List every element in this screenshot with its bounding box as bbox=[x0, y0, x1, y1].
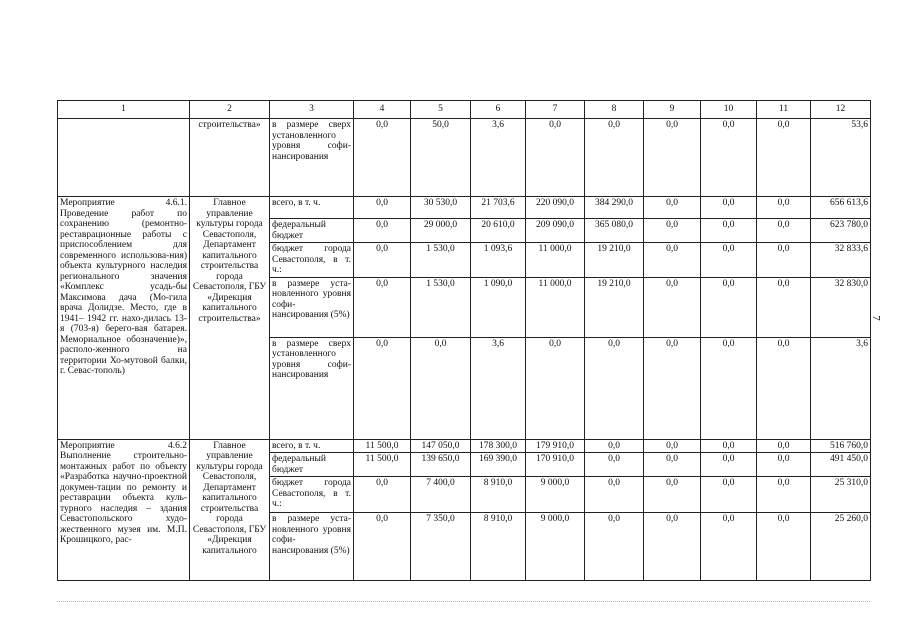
year-value: 0,0 bbox=[757, 513, 811, 581]
column-number: 12 bbox=[811, 101, 871, 119]
funding-source: всего, в т. ч. bbox=[270, 197, 354, 219]
year-value: 0,0 bbox=[701, 277, 757, 337]
year-value: 1 530,0 bbox=[411, 277, 471, 337]
column-number: 5 bbox=[411, 101, 471, 119]
total-value: 32 833,6 bbox=[811, 243, 871, 278]
year-value: 0,0 bbox=[757, 197, 811, 219]
year-value: 0,0 bbox=[644, 513, 701, 581]
year-value: 11 500,0 bbox=[354, 453, 411, 477]
responsible-executor: строительства» bbox=[190, 119, 270, 197]
year-value: 0,0 bbox=[644, 277, 701, 337]
year-value: 0,0 bbox=[701, 477, 757, 513]
funding-source: бюджет города Севастополя, в т. ч.: bbox=[270, 477, 354, 513]
funding-source: федеральный бюджет bbox=[270, 219, 354, 243]
year-value: 384 290,0 bbox=[585, 197, 644, 219]
page-number: 7 bbox=[869, 315, 882, 321]
column-number: 1 bbox=[58, 101, 190, 119]
year-value: 8 910,0 bbox=[471, 477, 526, 513]
year-value: 220 090,0 bbox=[526, 197, 585, 219]
year-value: 0,0 bbox=[644, 477, 701, 513]
year-value: 0,0 bbox=[701, 453, 757, 477]
year-value: 0,0 bbox=[701, 439, 757, 453]
year-value: 0,0 bbox=[757, 243, 811, 278]
year-value: 1 530,0 bbox=[411, 243, 471, 278]
year-value: 0,0 bbox=[644, 439, 701, 453]
year-value: 0,0 bbox=[701, 243, 757, 278]
column-number: 11 bbox=[757, 101, 811, 119]
page-cut-line bbox=[57, 601, 870, 602]
column-number: 8 bbox=[585, 101, 644, 119]
year-value: 0,0 bbox=[757, 337, 811, 439]
year-value: 0,0 bbox=[526, 119, 585, 197]
year-value: 0,0 bbox=[757, 453, 811, 477]
year-value: 0,0 bbox=[644, 337, 701, 439]
year-value: 30 530,0 bbox=[411, 197, 471, 219]
year-value: 0,0 bbox=[585, 453, 644, 477]
total-value: 32 830,0 bbox=[811, 277, 871, 337]
header-row bbox=[58, 101, 871, 119]
total-value: 491 450,0 bbox=[811, 453, 871, 477]
funding-source: федеральный бюджет bbox=[270, 453, 354, 477]
total-value: 25 310,0 bbox=[811, 477, 871, 513]
year-value: 11 000,0 bbox=[526, 277, 585, 337]
activity-description bbox=[58, 119, 190, 197]
year-value: 0,0 bbox=[354, 243, 411, 278]
funding-source: бюджет города Севастополя, в т. ч.: bbox=[270, 243, 354, 278]
funding-source: в размере уста-новленного уровня софи-нансирования (5%) bbox=[270, 513, 354, 581]
year-value: 139 650,0 bbox=[411, 453, 471, 477]
column-number: 10 bbox=[701, 101, 757, 119]
column-number: 4 bbox=[354, 101, 411, 119]
year-value: 0,0 bbox=[701, 219, 757, 243]
total-value: 656 613,6 bbox=[811, 197, 871, 219]
column-number: 3 bbox=[270, 101, 354, 119]
total-value: 623 780,0 bbox=[811, 219, 871, 243]
year-value: 0,0 bbox=[354, 337, 411, 439]
year-value: 19 210,0 bbox=[585, 243, 644, 278]
year-value: 0,0 bbox=[757, 439, 811, 453]
table-row bbox=[58, 197, 871, 219]
activity-description: Мероприятие 4.6.2 Выполнение строительно-монтажных работ по объекту «Разработка научно-проектной докумен-тации по ремонту и реставрации объекта куль-турного наследия – здания Севастопольского худо-жественного музея им. М.П. Крошицкого, рас- bbox=[58, 439, 190, 581]
year-value: 0,0 bbox=[701, 119, 757, 197]
year-value: 3,6 bbox=[471, 337, 526, 439]
year-value: 7 350,0 bbox=[411, 513, 471, 581]
year-value: 9 000,0 bbox=[526, 477, 585, 513]
year-value: 0,0 bbox=[354, 197, 411, 219]
responsible-executor: Главное управление культуры города Севастополя, Департамент капитального строительства города Севастополя, ГБУ «Дирекция капитального строительства» bbox=[190, 197, 270, 440]
year-value: 0,0 bbox=[585, 337, 644, 439]
activity-description: Мероприятие 4.6.1. Проведение работ по сохранению (ремонтно-реставрационные работы с приспособлением для современного использова-ния) объекта культурного наследия регионального значения «Комплекс усадь-бы Максимова дача (Мо-гила врача Долидзе. Место, где в 1941– 1942 гг. нахо-дилась 13-я (703-я) берего-вая батарея. Мемориальное обозначение)», располо-женного на территории Хо-мутовой балки, г. Севас-тополь) bbox=[58, 197, 190, 440]
column-number: 9 bbox=[644, 101, 701, 119]
funding-source: в размере уста-новленного уровня софи-нансирования (5%) bbox=[270, 277, 354, 337]
year-value: 0,0 bbox=[757, 119, 811, 197]
funding-source: в размере сверх установленного уровня софи-нансирования bbox=[270, 337, 354, 439]
year-value: 50,0 bbox=[411, 119, 471, 197]
year-value: 29 000,0 bbox=[411, 219, 471, 243]
year-value: 0,0 bbox=[644, 219, 701, 243]
year-value: 209 090,0 bbox=[526, 219, 585, 243]
year-value: 20 610,0 bbox=[471, 219, 526, 243]
year-value: 19 210,0 bbox=[585, 277, 644, 337]
year-value: 1 090,0 bbox=[471, 277, 526, 337]
year-value: 365 080,0 bbox=[585, 219, 644, 243]
year-value: 0,0 bbox=[644, 197, 701, 219]
year-value: 170 910,0 bbox=[526, 453, 585, 477]
table-row bbox=[58, 119, 871, 197]
year-value: 178 300,0 bbox=[471, 439, 526, 453]
year-value: 0,0 bbox=[644, 119, 701, 197]
year-value: 0,0 bbox=[701, 337, 757, 439]
year-value: 9 000,0 bbox=[526, 513, 585, 581]
year-value: 11 000,0 bbox=[526, 243, 585, 278]
year-value: 0,0 bbox=[644, 243, 701, 278]
year-value: 147 050,0 bbox=[411, 439, 471, 453]
funding-source: в размере сверх установленного уровня софи-нансирования bbox=[270, 119, 354, 197]
column-number: 2 bbox=[190, 101, 270, 119]
funding-source: всего, в т. ч. bbox=[270, 439, 354, 453]
year-value: 0,0 bbox=[354, 219, 411, 243]
column-number: 6 bbox=[471, 101, 526, 119]
table-row bbox=[58, 439, 871, 453]
year-value: 179 910,0 bbox=[526, 439, 585, 453]
year-value: 21 703,6 bbox=[471, 197, 526, 219]
year-value: 0,0 bbox=[585, 477, 644, 513]
year-value: 11 500,0 bbox=[354, 439, 411, 453]
year-value: 1 093,6 bbox=[471, 243, 526, 278]
year-value: 0,0 bbox=[354, 477, 411, 513]
year-value: 0,0 bbox=[354, 119, 411, 197]
year-value: 0,0 bbox=[354, 513, 411, 581]
year-value: 169 390,0 bbox=[471, 453, 526, 477]
year-value: 3,6 bbox=[471, 119, 526, 197]
year-value: 0,0 bbox=[757, 219, 811, 243]
year-value: 8 910,0 bbox=[471, 513, 526, 581]
year-value: 0,0 bbox=[585, 119, 644, 197]
year-value: 0,0 bbox=[757, 277, 811, 337]
year-value: 0,0 bbox=[644, 453, 701, 477]
year-value: 0,0 bbox=[585, 439, 644, 453]
total-value: 3,6 bbox=[811, 337, 871, 439]
year-value: 0,0 bbox=[526, 337, 585, 439]
responsible-executor: Главное управление культуры города Севастополя, Департамент капитального строительства города Севастополя, ГБУ «Дирекция капитального bbox=[190, 439, 270, 581]
total-value: 53,6 bbox=[811, 119, 871, 197]
year-value: 0,0 bbox=[701, 513, 757, 581]
year-value: 0,0 bbox=[411, 337, 471, 439]
budget-table bbox=[57, 100, 871, 581]
column-number: 7 bbox=[526, 101, 585, 119]
year-value: 7 400,0 bbox=[411, 477, 471, 513]
year-value: 0,0 bbox=[757, 477, 811, 513]
year-value: 0,0 bbox=[585, 513, 644, 581]
year-value: 0,0 bbox=[354, 277, 411, 337]
year-value: 0,0 bbox=[701, 197, 757, 219]
total-value: 25 260,0 bbox=[811, 513, 871, 581]
total-value: 516 760,0 bbox=[811, 439, 871, 453]
